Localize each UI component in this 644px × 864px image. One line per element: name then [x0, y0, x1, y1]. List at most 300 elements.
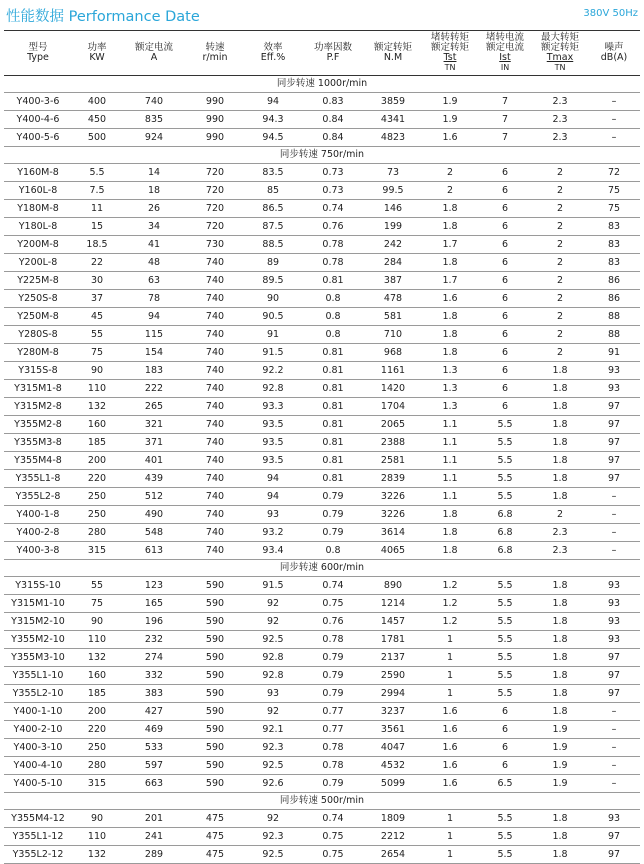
table-cell: 72 [588, 164, 640, 182]
table-cell: 6 [478, 182, 532, 200]
table-cell: 6.5 [478, 775, 532, 793]
table-cell: Y400-3-6 [4, 93, 72, 111]
table-cell: 1 [422, 649, 478, 667]
section-label: 同步转速 500r/min [4, 793, 640, 810]
table-cell: 92 [244, 810, 302, 828]
table-cell: 597 [122, 757, 186, 775]
table-cell: 740 [186, 272, 244, 290]
table-cell: 3226 [364, 488, 422, 506]
table-cell: 2 [532, 272, 588, 290]
table-cell: – [588, 488, 640, 506]
table-cell: 92.5 [244, 846, 302, 864]
table-cell: 1.8 [532, 452, 588, 470]
table-cell: 6 [478, 344, 532, 362]
table-cell: 280 [72, 757, 122, 775]
table-cell: 2654 [364, 846, 422, 864]
col-type-header: 型号 Type [4, 31, 72, 76]
table-cell: 93 [244, 685, 302, 703]
table-cell: 1161 [364, 362, 422, 380]
table-cell: 92.8 [244, 380, 302, 398]
table-cell: 45 [72, 308, 122, 326]
table-cell: 90 [244, 290, 302, 308]
table-cell: 94 [244, 93, 302, 111]
table-cell: 2137 [364, 649, 422, 667]
table-cell: – [588, 757, 640, 775]
section-label: 同步转速 600r/min [4, 560, 640, 577]
table-cell: 93 [588, 577, 640, 595]
table-row [4, 416, 640, 434]
table-cell: 91 [588, 344, 640, 362]
table-row [4, 326, 640, 344]
table-row [4, 631, 640, 649]
table-row [4, 452, 640, 470]
table-cell: 1 [422, 828, 478, 846]
table-row [4, 757, 640, 775]
table-cell: 90 [72, 810, 122, 828]
table-cell: 1.8 [422, 254, 478, 272]
table-cell: 185 [72, 434, 122, 452]
table-cell: 890 [364, 577, 422, 595]
table-cell: 97 [588, 846, 640, 864]
table-cell: – [588, 111, 640, 129]
table-cell: 2 [532, 164, 588, 182]
table-row [4, 254, 640, 272]
table-cell: 0.74 [302, 810, 364, 828]
table-cell: 7 [478, 111, 532, 129]
table-cell: 90 [72, 613, 122, 631]
col-power-header: 功率 KW [72, 31, 122, 76]
table-cell: 97 [588, 398, 640, 416]
table-cell: 0.78 [302, 236, 364, 254]
table-cell: 6 [478, 380, 532, 398]
table-cell: 0.8 [302, 290, 364, 308]
table-cell: 3237 [364, 703, 422, 721]
table-cell: Y355M4-8 [4, 452, 72, 470]
section-row [4, 76, 640, 93]
table-row [4, 775, 640, 793]
table-cell: 92 [244, 703, 302, 721]
table-cell: 1.1 [422, 416, 478, 434]
table-cell: 835 [122, 111, 186, 129]
table-cell: 2 [532, 344, 588, 362]
table-cell: 0.75 [302, 828, 364, 846]
table-cell: Y315M2-8 [4, 398, 72, 416]
table-cell: 3561 [364, 721, 422, 739]
table-cell: 93 [588, 380, 640, 398]
table-row [4, 308, 640, 326]
table-cell: 1.8 [532, 470, 588, 488]
table-cell: 1 [422, 685, 478, 703]
table-cell: 720 [186, 218, 244, 236]
col-current-header: 额定电流 A [122, 31, 186, 76]
table-cell: 0.77 [302, 703, 364, 721]
table-row [4, 542, 640, 560]
table-cell: 1.3 [422, 380, 478, 398]
table-cell: 590 [186, 631, 244, 649]
table-cell: 332 [122, 667, 186, 685]
table-cell: 5.5 [478, 828, 532, 846]
table-cell: 73 [364, 164, 422, 182]
table-cell: Y355M2-10 [4, 631, 72, 649]
table-cell: 2994 [364, 685, 422, 703]
table-row [4, 434, 640, 452]
table-cell: 220 [72, 721, 122, 739]
table-cell: 1.8 [532, 810, 588, 828]
table-cell: 0.81 [302, 398, 364, 416]
table-cell: 1.9 [532, 739, 588, 757]
table-cell: 92.6 [244, 775, 302, 793]
table-cell: 92.2 [244, 362, 302, 380]
col-locked-torque-ratio-header: 堵转转矩 额定转矩 Tst TN [422, 31, 478, 76]
table-row [4, 362, 640, 380]
table-cell: 6 [478, 218, 532, 236]
table-cell: 14 [122, 164, 186, 182]
table-cell: 4532 [364, 757, 422, 775]
table-cell: 2 [532, 182, 588, 200]
header-row [4, 31, 640, 76]
table-cell: 1.7 [422, 272, 478, 290]
table-cell: 93 [588, 595, 640, 613]
table-cell: 6 [478, 757, 532, 775]
table-cell: 132 [72, 398, 122, 416]
table-cell: 48 [122, 254, 186, 272]
table-cell: 478 [364, 290, 422, 308]
table-cell: 22 [72, 254, 122, 272]
table-cell: 1.8 [532, 398, 588, 416]
table-cell: 2 [532, 326, 588, 344]
table-cell: 590 [186, 685, 244, 703]
table-cell: 613 [122, 542, 186, 560]
table-cell: 2 [532, 506, 588, 524]
table-cell: 2.3 [532, 93, 588, 111]
table-cell: 740 [186, 326, 244, 344]
table-cell: 289 [122, 846, 186, 864]
table-cell: 26 [122, 200, 186, 218]
table-cell: 1.9 [532, 775, 588, 793]
table-cell: 512 [122, 488, 186, 506]
table-cell: 2 [422, 182, 478, 200]
table-cell: 92 [244, 595, 302, 613]
table-cell: 97 [588, 685, 640, 703]
table-cell: 450 [72, 111, 122, 129]
table-cell: 1 [422, 846, 478, 864]
table-cell: 740 [186, 488, 244, 506]
table-cell: – [588, 542, 640, 560]
table-row [4, 506, 640, 524]
table-row [4, 524, 640, 542]
table-cell: 132 [72, 649, 122, 667]
table-cell: 0.75 [302, 846, 364, 864]
table-cell: 97 [588, 470, 640, 488]
table-cell: 1.8 [532, 685, 588, 703]
table-cell: 97 [588, 828, 640, 846]
table-cell: 110 [72, 828, 122, 846]
table-cell: 0.74 [302, 577, 364, 595]
table-cell: Y400-1-10 [4, 703, 72, 721]
table-cell: 475 [186, 810, 244, 828]
table-cell: 1809 [364, 810, 422, 828]
table-cell: 2.3 [532, 111, 588, 129]
table-cell: Y355L2-8 [4, 488, 72, 506]
table-cell: 0.78 [302, 631, 364, 649]
table-cell: 2 [532, 308, 588, 326]
table-cell: 37 [72, 290, 122, 308]
table-cell: Y315M1-8 [4, 380, 72, 398]
table-cell: 0.78 [302, 739, 364, 757]
table-cell: 0.84 [302, 111, 364, 129]
table-cell: 383 [122, 685, 186, 703]
table-cell: 1.9 [532, 757, 588, 775]
table-cell: 990 [186, 93, 244, 111]
table-cell: 90.5 [244, 308, 302, 326]
table-cell: 439 [122, 470, 186, 488]
table-cell: 5.5 [478, 595, 532, 613]
table-cell: 740 [186, 290, 244, 308]
table-cell: 740 [186, 344, 244, 362]
table-cell: Y180M-8 [4, 200, 72, 218]
table-cell: 1.6 [422, 757, 478, 775]
table-cell: 740 [122, 93, 186, 111]
table-cell: 740 [186, 254, 244, 272]
table-cell: Y160M-8 [4, 164, 72, 182]
table-row [4, 828, 640, 846]
table-cell: – [588, 129, 640, 147]
table-cell: Y355L1-12 [4, 828, 72, 846]
table-cell: 34 [122, 218, 186, 236]
table-cell: – [588, 703, 640, 721]
table-cell: 6.8 [478, 524, 532, 542]
table-cell: 315 [72, 775, 122, 793]
table-cell: Y315M2-10 [4, 613, 72, 631]
table-cell: 92.8 [244, 649, 302, 667]
table-cell: 371 [122, 434, 186, 452]
table-cell: 94.3 [244, 111, 302, 129]
table-row [4, 810, 640, 828]
table-row [4, 93, 640, 111]
table-cell: 280 [72, 524, 122, 542]
table-cell: 160 [72, 416, 122, 434]
table-cell: 720 [186, 182, 244, 200]
table-cell: 6 [478, 254, 532, 272]
table-cell: 1420 [364, 380, 422, 398]
table-cell: 93.2 [244, 524, 302, 542]
table-cell: 469 [122, 721, 186, 739]
table-cell: 5.5 [478, 667, 532, 685]
table-cell: 0.81 [302, 470, 364, 488]
table-cell: 1.2 [422, 613, 478, 631]
table-cell: 1.8 [532, 846, 588, 864]
table-cell: 284 [364, 254, 422, 272]
table-cell: 6 [478, 308, 532, 326]
table-cell: 4047 [364, 739, 422, 757]
table-cell: 1.7 [422, 236, 478, 254]
table-cell: 315 [72, 542, 122, 560]
table-cell: 86 [588, 290, 640, 308]
table-cell: 0.8 [302, 542, 364, 560]
table-cell: 78 [122, 290, 186, 308]
table-cell: 740 [186, 506, 244, 524]
table-cell: Y225M-8 [4, 272, 72, 290]
table-cell: – [588, 775, 640, 793]
table-row [4, 470, 640, 488]
table-cell: 93 [588, 810, 640, 828]
table-cell: 1.8 [532, 362, 588, 380]
table-cell: 0.79 [302, 524, 364, 542]
table-cell: Y280M-8 [4, 344, 72, 362]
table-cell: 1.6 [422, 129, 478, 147]
table-cell: 401 [122, 452, 186, 470]
table-cell: 89 [244, 254, 302, 272]
table-cell: 250 [72, 739, 122, 757]
table-cell: 387 [364, 272, 422, 290]
table-cell: 86.5 [244, 200, 302, 218]
table-cell: 2065 [364, 416, 422, 434]
table-cell: 183 [122, 362, 186, 380]
table-cell: 185 [72, 685, 122, 703]
table-cell: Y355M2-8 [4, 416, 72, 434]
table-cell: 1.8 [532, 577, 588, 595]
table-cell: Y400-2-10 [4, 721, 72, 739]
table-cell: 0.73 [302, 164, 364, 182]
table-row [4, 164, 640, 182]
table-cell: – [588, 721, 640, 739]
table-cell: 1.3 [422, 398, 478, 416]
table-cell: 93 [244, 506, 302, 524]
table-cell: 1.1 [422, 488, 478, 506]
table-cell: 3859 [364, 93, 422, 111]
table-cell: 0.81 [302, 434, 364, 452]
table-cell: 93.3 [244, 398, 302, 416]
table-row [4, 182, 640, 200]
table-cell: Y315S-8 [4, 362, 72, 380]
table-cell: 196 [122, 613, 186, 631]
table-cell: 93 [588, 362, 640, 380]
table-row [4, 667, 640, 685]
table-cell: 6 [478, 326, 532, 344]
table-cell: 720 [186, 164, 244, 182]
table-cell: 1.1 [422, 452, 478, 470]
table-cell: Y355L1-8 [4, 470, 72, 488]
table-cell: 2 [422, 164, 478, 182]
table-cell: 7 [478, 93, 532, 111]
table-cell: 1.6 [422, 775, 478, 793]
table-cell: 94 [122, 308, 186, 326]
table-cell: 1.9 [532, 721, 588, 739]
table-cell: Y400-3-8 [4, 542, 72, 560]
table-cell: 75 [588, 200, 640, 218]
table-row [4, 200, 640, 218]
table-cell: 1.2 [422, 595, 478, 613]
table-cell: 0.81 [302, 452, 364, 470]
table-cell: 1.8 [532, 613, 588, 631]
table-cell: 1214 [364, 595, 422, 613]
section-row [4, 147, 640, 164]
table-cell: 0.78 [302, 254, 364, 272]
table-cell: 5.5 [478, 846, 532, 864]
table-cell: 0.79 [302, 506, 364, 524]
table-cell: Y355L2-12 [4, 846, 72, 864]
table-cell: 5.5 [478, 613, 532, 631]
voltage-label: 380V 50Hz [583, 8, 638, 19]
table-cell: Y400-4-10 [4, 757, 72, 775]
table-cell: 924 [122, 129, 186, 147]
table-body [4, 76, 640, 864]
table-cell: 0.81 [302, 416, 364, 434]
table-cell: 4065 [364, 542, 422, 560]
table-cell: 1.9 [422, 93, 478, 111]
table-cell: 1.8 [422, 200, 478, 218]
table-cell: 0.8 [302, 308, 364, 326]
table-cell: 490 [122, 506, 186, 524]
table-cell: 1.8 [422, 542, 478, 560]
table-cell: Y180L-8 [4, 218, 72, 236]
table-cell: 110 [72, 631, 122, 649]
table-row [4, 129, 640, 147]
table-cell: 94 [244, 470, 302, 488]
table-cell: 83.5 [244, 164, 302, 182]
table-cell: 18.5 [72, 236, 122, 254]
table-cell: 581 [364, 308, 422, 326]
table-cell: 200 [72, 452, 122, 470]
table-cell: 1704 [364, 398, 422, 416]
table-cell: 590 [186, 775, 244, 793]
table-cell: – [588, 524, 640, 542]
table-cell: Y250M-8 [4, 308, 72, 326]
table-cell: 1.2 [422, 577, 478, 595]
table-cell: 1.8 [532, 380, 588, 398]
table-cell: 5.5 [478, 488, 532, 506]
table-cell: 590 [186, 649, 244, 667]
table-cell: 5.5 [478, 470, 532, 488]
table-cell: 4341 [364, 111, 422, 129]
table-cell: 990 [186, 129, 244, 147]
col-efficiency-header: 效率 Eff.% [244, 31, 302, 76]
table-cell: 1457 [364, 613, 422, 631]
table-cell: Y160L-8 [4, 182, 72, 200]
section-label: 同步转速 750r/min [4, 147, 640, 164]
table-cell: 94 [244, 488, 302, 506]
table-cell: 89.5 [244, 272, 302, 290]
table-cell: 55 [72, 326, 122, 344]
table-row [4, 703, 640, 721]
table-cell: 590 [186, 721, 244, 739]
table-cell: Y400-5-10 [4, 775, 72, 793]
table-cell: 2581 [364, 452, 422, 470]
table-cell: 2.3 [532, 524, 588, 542]
table-cell: 93.5 [244, 452, 302, 470]
table-cell: Y200M-8 [4, 236, 72, 254]
table-cell: 92.8 [244, 667, 302, 685]
table-cell: 93.5 [244, 434, 302, 452]
table-row [4, 649, 640, 667]
section-row [4, 793, 640, 810]
table-cell: 0.81 [302, 272, 364, 290]
table-cell: 590 [186, 703, 244, 721]
table-cell: 2839 [364, 470, 422, 488]
table-cell: 97 [588, 452, 640, 470]
table-cell: 6 [478, 272, 532, 290]
table-cell: 5.5 [478, 577, 532, 595]
table-cell: 232 [122, 631, 186, 649]
col-max-torque-ratio-header: 最大转矩 额定转矩 Tmax TN [532, 31, 588, 76]
col-torque-header: 额定转矩 N.M [364, 31, 422, 76]
table-cell: 99.5 [364, 182, 422, 200]
table-row [4, 218, 640, 236]
table-cell: 1.8 [422, 308, 478, 326]
table-cell: 720 [186, 200, 244, 218]
table-cell: 91.5 [244, 344, 302, 362]
table-cell: 0.84 [302, 129, 364, 147]
